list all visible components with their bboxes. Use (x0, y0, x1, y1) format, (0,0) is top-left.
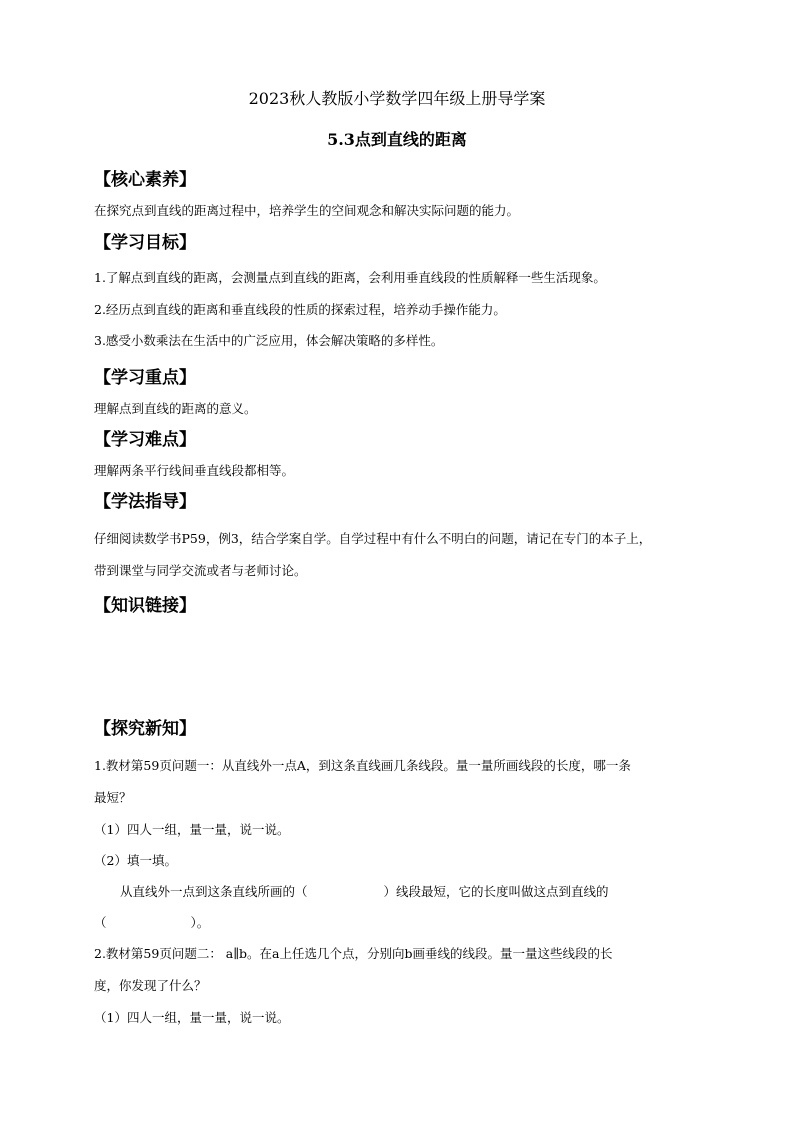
study-method-line-1: 仔细阅读数学书P59，例3，结合学案自学。自学过程中有什么不明白的问题，请记在专门的本子上， (94, 531, 652, 546)
fill-text-1a: 从直线外一点到这条直线所画的（ (120, 884, 308, 899)
heading-difficulties: 【学习难点】 (94, 430, 196, 450)
study-method-line-2: 带到课堂与同学交流或者与老师讨论。 (94, 563, 307, 578)
fill-in-line-1 (120, 884, 609, 900)
question-1-line-2: 最短？ (94, 790, 132, 805)
fill-text-1b: ）线段最短，它的长度叫做这点到直线的 (383, 884, 609, 899)
heading-key-points: 【学习重点】 (94, 368, 196, 388)
heading-knowledge-link: 【知识链接】 (94, 596, 196, 616)
heading-study-method: 【学法指导】 (94, 492, 196, 512)
difficulties-text: 理解两条平行线间垂直线段都相等。 (94, 463, 295, 478)
heading-explore: 【探究新知】 (94, 719, 196, 739)
lesson-title: 5.3点到直线的距离 (327, 130, 467, 149)
heading-learning-goals: 【学习目标】 (94, 233, 196, 253)
heading-core-literacy: 【核心素养】 (94, 170, 196, 190)
question-2-part-a: （1）四人一组，量一量，说一说。 (94, 1010, 290, 1025)
fill-text-2b: ）。 (190, 915, 210, 930)
fill-in-line-2 (94, 915, 209, 931)
document-title: 2023秋人教版小学数学四年级上册导学案 (248, 89, 546, 108)
key-points-text: 理解点到直线的距离的意义。 (94, 401, 257, 416)
fill-text-2a: （ (94, 915, 107, 930)
question-2-line-1: 2.教材第59页问题二： a∥b。在a上任选几个点，分别向b画垂线的线段。量一量这些线段的长 (94, 946, 613, 961)
goal-item-3: 3.感受小数乘法在生活中的广泛应用，体会解决策略的多样性。 (94, 333, 444, 348)
question-1-part-a: （1）四人一组，量一量，说一说。 (94, 822, 290, 837)
question-1-line-1: 1.教材第59页问题一：从直线外一点A，到这条直线画几条线段。量一量所画线段的长度，哪一条 (94, 758, 631, 773)
core-literacy-text: 在探究点到直线的距离过程中，培养学生的空间观念和解决实际问题的能力。 (94, 203, 520, 218)
goal-item-2: 2.经历点到直线的距离和垂直线段的性质的探索过程，培养动手操作能力。 (94, 302, 506, 317)
question-2-line-2: 度，你发现了什么？ (94, 978, 207, 993)
question-1-part-b: （2）填一填。 (94, 853, 177, 868)
goal-item-1: 1.了解点到直线的距离，会测量点到直线的距离，会利用垂直线段的性质解释一些生活现象。 (94, 270, 606, 285)
